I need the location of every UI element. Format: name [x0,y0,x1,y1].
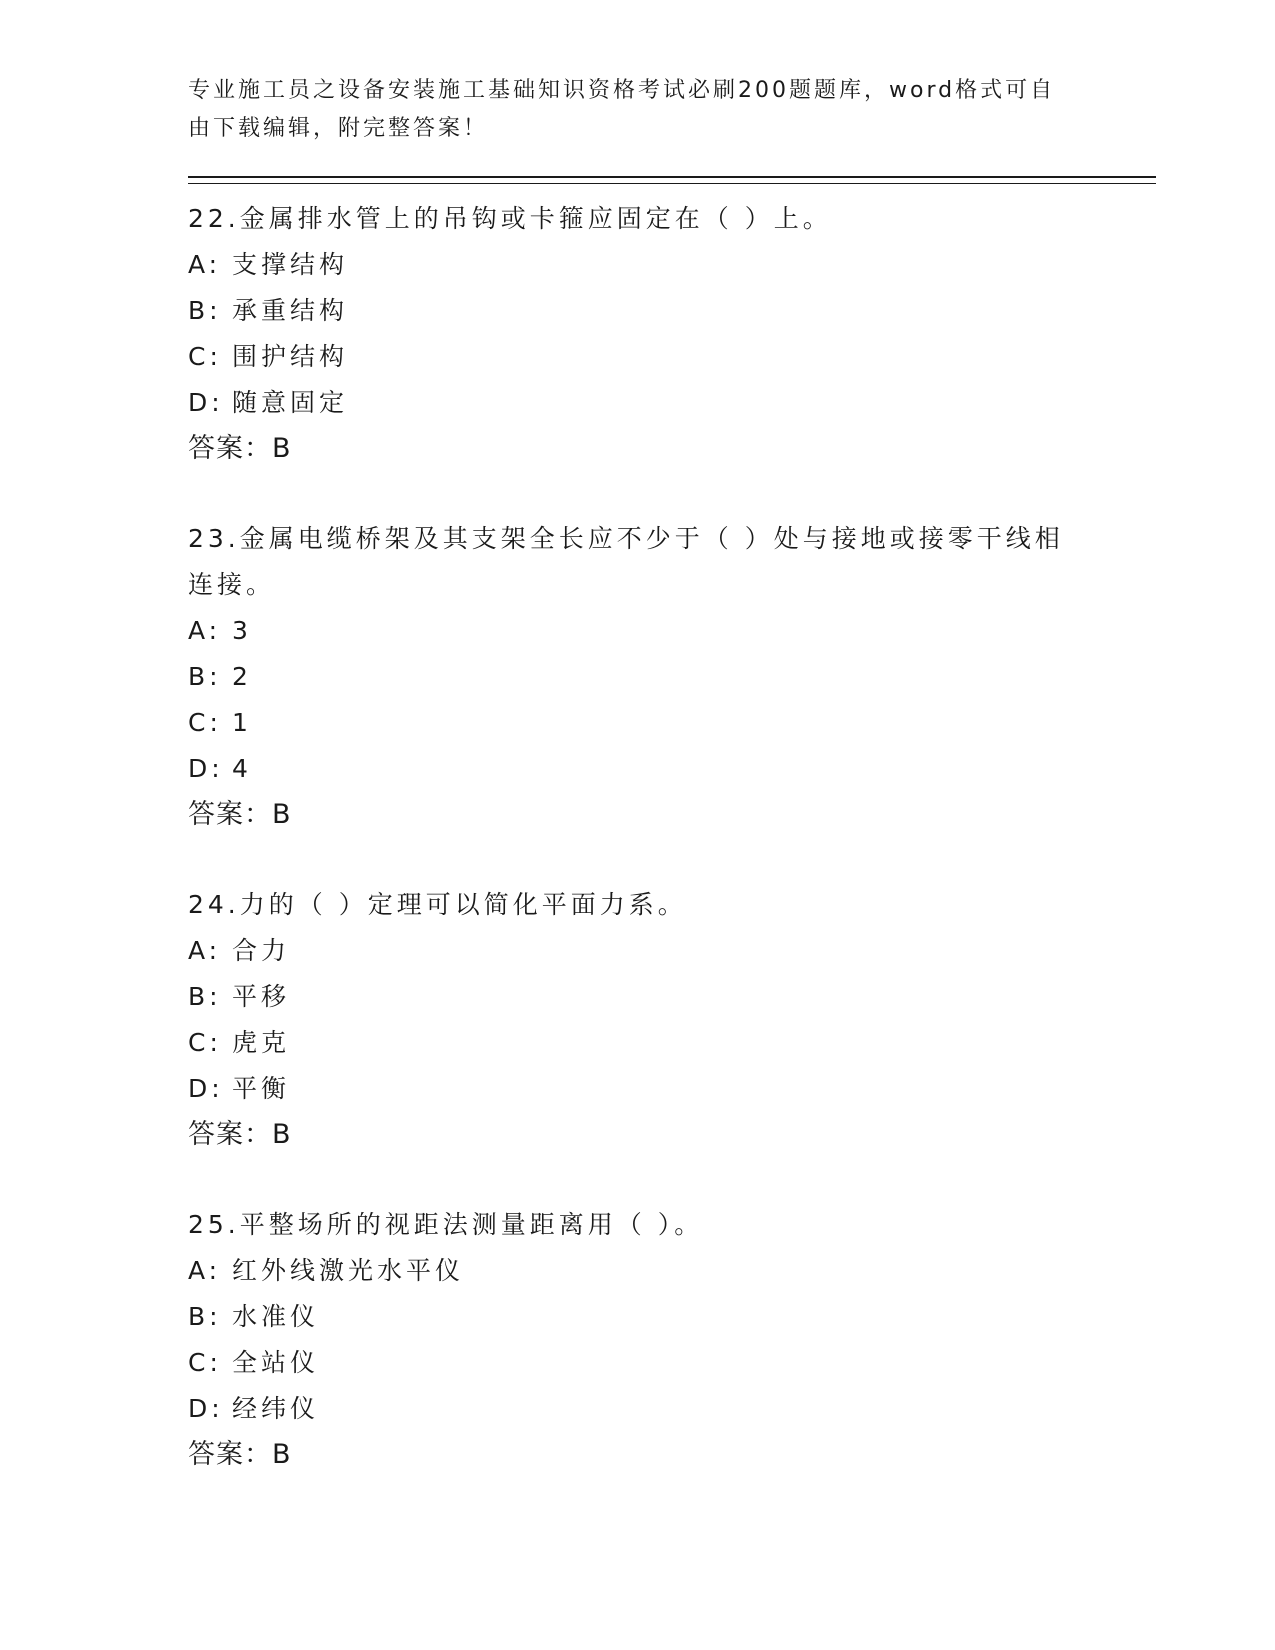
question-number: 22. [188,204,240,233]
option-letter: C: [188,1348,222,1377]
option-a [188,928,1156,974]
option-text: 支撑结构 [232,250,349,279]
option-c [188,334,1156,380]
question-number: 24. [188,890,240,919]
option-letter: A: [188,616,222,645]
option-text: 水准仪 [232,1302,320,1331]
question-text: 平整场所的视距法测量距离用（ ）。 [239,1210,704,1239]
option-text: 3 [232,616,252,645]
option-letter: B: [188,1302,222,1331]
header-double-rule [188,176,1156,184]
option-text: 4 [232,754,252,783]
option-b [188,974,1156,1020]
option-a [188,608,1156,654]
option-letter: D: [188,1074,224,1103]
option-d [188,380,1156,426]
question-text: 金属排水管上的吊钩或卡箍应固定在（ ）上。 [239,204,832,233]
option-a [188,1248,1156,1294]
answer-line: 答案：B [188,1439,292,1470]
question-22 [188,196,1156,472]
option-text: 全站仪 [232,1348,320,1377]
option-text: 平衡 [232,1074,291,1103]
option-c [188,1020,1156,1066]
option-text: 红外线激光水平仪 [232,1256,465,1285]
question-25 [188,1202,1156,1478]
question-stem [188,516,1068,608]
option-letter: D: [188,388,224,417]
option-text: 平移 [232,982,291,1011]
option-letter: B: [188,982,222,1011]
option-letter: B: [188,662,222,691]
option-b [188,288,1156,334]
document-header: 专业施工员之设备安装施工基础知识资格考试必刷200题题库，word格式可自由下载编辑，附完整答案！ [188,78,1056,141]
option-letter: D: [188,1394,224,1423]
option-text: 2 [232,662,252,691]
option-d [188,1066,1156,1112]
question-number: 23. [188,524,240,553]
document-page [188,72,1156,1478]
option-c [188,1340,1156,1386]
answer-line: 答案：B [188,799,292,830]
option-letter: A: [188,936,222,965]
option-letter: C: [188,1028,222,1057]
option-letter: A: [188,1256,222,1285]
option-text: 虎克 [232,1028,291,1057]
option-text: 经纬仪 [232,1394,320,1423]
option-text: 随意固定 [232,388,349,417]
question-23 [188,516,1156,838]
question-text: 金属电缆桥架及其支架全长应不少于（ ）处与接地或接零干线相连接。 [188,524,1064,599]
question-stem [188,882,1068,928]
option-d [188,746,1156,792]
option-letter: B: [188,296,222,325]
option-letter: A: [188,250,222,279]
option-letter: D: [188,754,224,783]
option-b [188,1294,1156,1340]
question-text: 力的（ ）定理可以简化平面力系。 [239,890,687,919]
answer-line: 答案：B [188,1119,292,1150]
option-d [188,1386,1156,1432]
option-b [188,654,1156,700]
option-text: 1 [232,708,252,737]
option-letter: C: [188,708,222,737]
option-text: 承重结构 [232,296,349,325]
option-letter: C: [188,342,222,371]
option-text: 围护结构 [232,342,349,371]
question-24 [188,882,1156,1158]
question-number: 25. [188,1210,240,1239]
option-c [188,700,1156,746]
question-stem [188,196,1068,242]
option-a [188,242,1156,288]
answer-line: 答案：B [188,433,292,464]
question-stem [188,1202,1068,1248]
option-text: 合力 [232,936,291,965]
